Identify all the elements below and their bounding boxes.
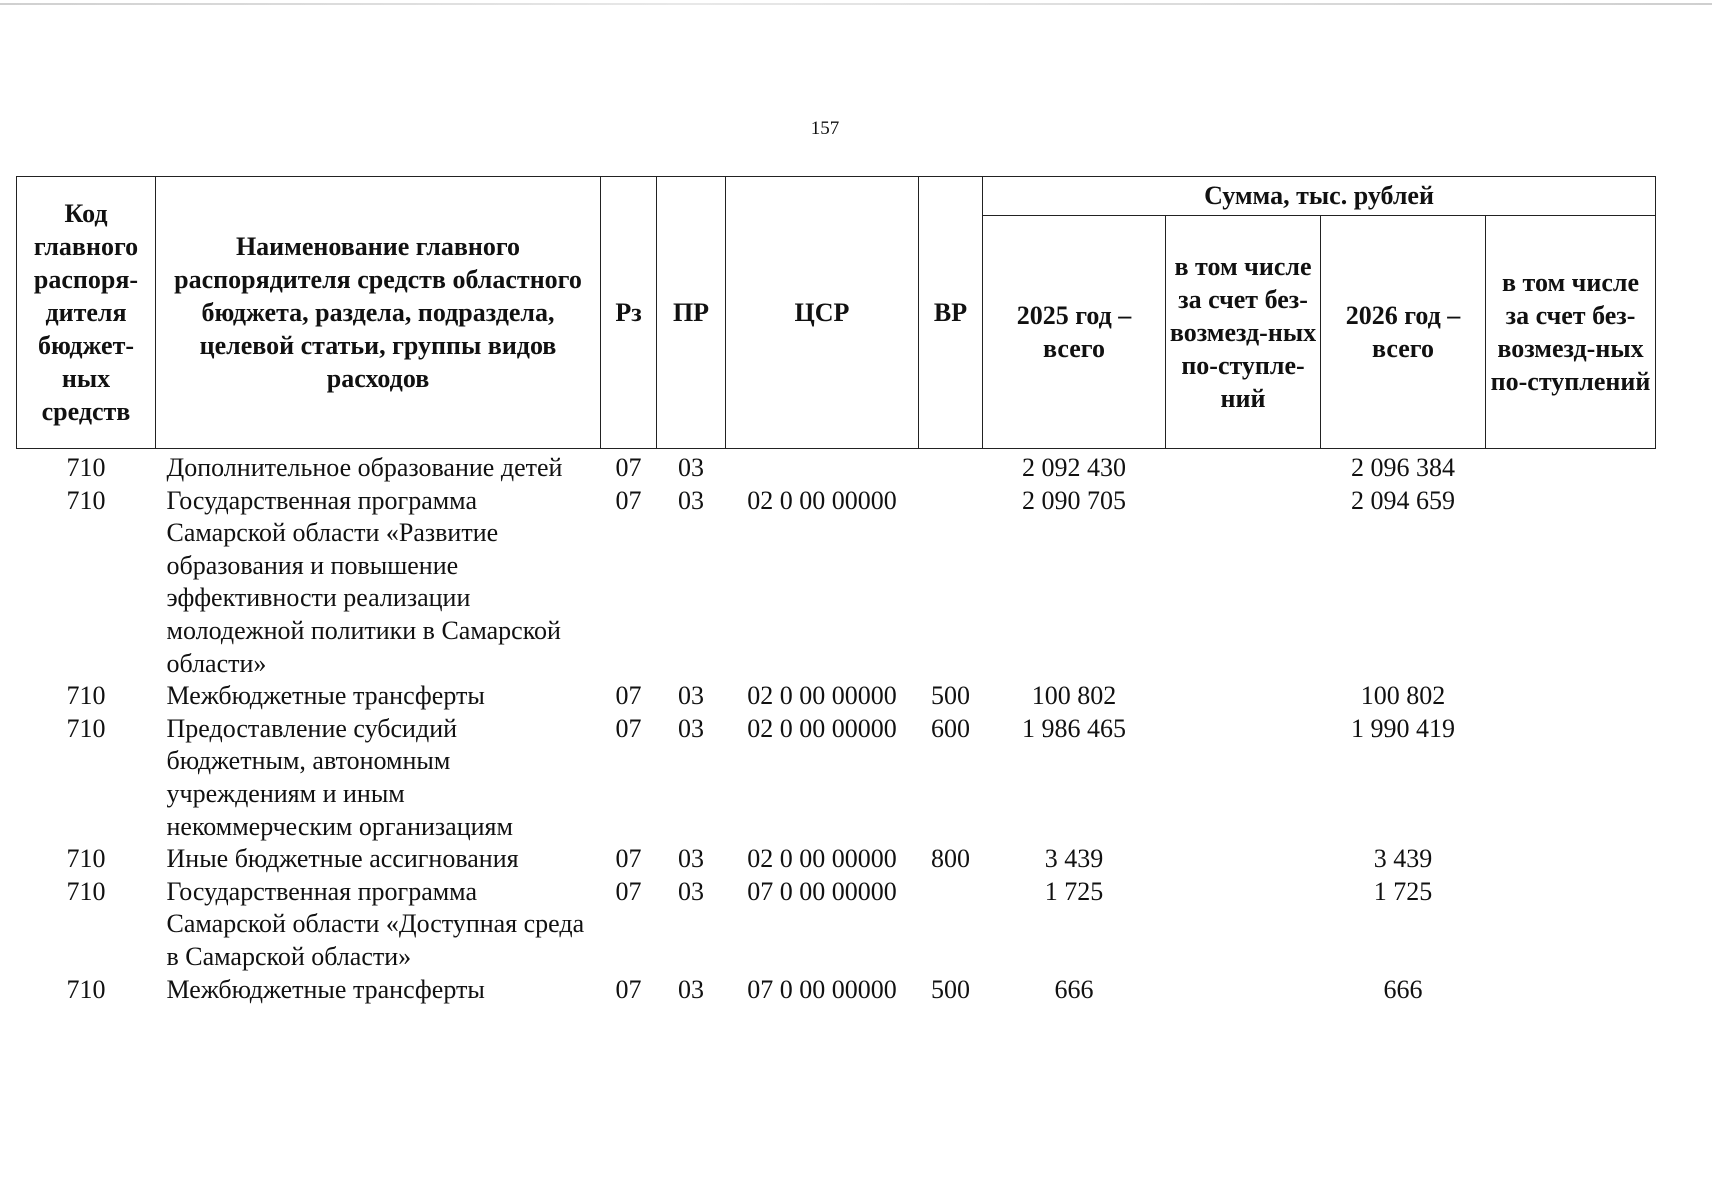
cell-name: Государственная программа Самарской области «Развитие образования и повышение эффективности реализации молодежной политики в Самарской области» xyxy=(166,485,561,678)
cell-vr xyxy=(919,485,983,681)
header-name: Наименование главного распорядителя средств областного бюджета, раздела, подраздела, целевой статьи, группы видов расходов xyxy=(156,177,601,449)
header-vr: ВР xyxy=(919,177,983,449)
header-code: Код главного распоря-дителя бюджет-ных средств xyxy=(17,177,156,449)
cell-pr: 03 xyxy=(678,713,704,743)
table-row xyxy=(17,876,1656,974)
cell-name: Дополнительное образование детей xyxy=(166,453,563,482)
cell-rz: 07 xyxy=(615,681,642,711)
cell-name: Иные бюджетные ассигнования xyxy=(166,844,519,874)
cell-pr: 03 xyxy=(678,485,704,515)
cell-pr: 03 xyxy=(678,844,704,874)
cell-sum-2025-grants xyxy=(1166,843,1321,876)
header-csr: ЦСР xyxy=(726,177,919,449)
cell-csr: 02 0 00 00000 xyxy=(747,485,897,515)
cell-name: Межбюджетные трансферты xyxy=(166,681,485,711)
cell-sum-2025-grants xyxy=(1166,713,1321,843)
cell-sum-2025-grants xyxy=(1166,974,1321,1007)
header-rz: Рз xyxy=(601,177,657,449)
cell-name: Государственная программа Самарской области «Доступная среда в Самарской области» xyxy=(166,876,585,971)
cell-pr: 03 xyxy=(678,876,704,906)
cell-csr: 07 0 00 00000 xyxy=(747,974,897,1004)
header-sum-2025-grants: в том числе за счет без-возмезд-ных по-ступле-ний xyxy=(1166,216,1321,449)
cell-sum-2026-grants xyxy=(1486,449,1656,485)
cell-sum-2025-total: 3 439 xyxy=(1044,844,1104,874)
cell-sum-2025-grants xyxy=(1166,449,1321,485)
cell-code: 710 xyxy=(66,453,106,482)
cell-sum-2026-grants xyxy=(1486,485,1656,681)
cell-csr: 02 0 00 00000 xyxy=(747,681,897,711)
cell-pr: 03 xyxy=(678,453,704,482)
cell-sum-2025-total: 666 xyxy=(1054,974,1094,1004)
table-row xyxy=(17,449,1656,485)
table-row xyxy=(17,974,1656,1007)
cell-name: Предоставление субсидий бюджетным, автономным учреждениям и иным некоммерческим организациям xyxy=(166,713,513,841)
cell-sum-2025-total: 2 090 705 xyxy=(1022,485,1126,515)
header-pr: ПР xyxy=(657,177,726,449)
cell-code: 710 xyxy=(66,681,106,711)
cell-sum-2025-total: 100 802 xyxy=(1031,681,1117,711)
cell-rz: 07 xyxy=(615,876,642,906)
cell-sum-2026-total: 100 802 xyxy=(1360,681,1446,711)
table-row xyxy=(17,843,1656,876)
table-row xyxy=(17,713,1656,843)
cell-vr: 500 xyxy=(931,974,970,1004)
cell-sum-2026-grants xyxy=(1486,974,1656,1007)
cell-code: 710 xyxy=(66,485,106,515)
cell-code: 710 xyxy=(66,713,106,743)
cell-sum-2026-total: 1 990 419 xyxy=(1351,713,1455,743)
cell-vr: 500 xyxy=(931,681,970,711)
table-header xyxy=(17,177,1656,449)
cell-name: Межбюджетные трансферты xyxy=(166,974,485,1004)
header-sum-2026-grants: в том числе за счет без-возмезд-ных по-ступлений xyxy=(1486,216,1656,449)
cell-csr xyxy=(726,449,919,485)
cell-sum-2025-total: 1 725 xyxy=(1044,876,1104,906)
page-number: 157 xyxy=(810,118,840,139)
cell-rz: 07 xyxy=(615,974,642,1004)
cell-code: 710 xyxy=(66,876,106,906)
cell-vr xyxy=(919,449,983,485)
cell-sum-2025-total: 1 986 465 xyxy=(1022,713,1126,743)
scan-edge xyxy=(0,3,1712,5)
table-body xyxy=(17,449,1656,1007)
cell-csr: 07 0 00 00000 xyxy=(747,876,897,906)
cell-vr xyxy=(919,876,983,974)
cell-rz: 07 xyxy=(615,453,642,482)
cell-sum-2026-total: 2 094 659 xyxy=(1351,485,1455,515)
budget-table xyxy=(16,176,1656,1006)
cell-sum-2025-total: 2 092 430 xyxy=(1022,453,1126,482)
cell-sum-2025-grants xyxy=(1166,485,1321,681)
cell-code: 710 xyxy=(66,844,106,874)
header-sum-group: Сумма, тыс. рублей xyxy=(983,177,1656,216)
cell-sum-2026-grants xyxy=(1486,876,1656,974)
table-row xyxy=(17,680,1656,713)
cell-sum-2026-grants xyxy=(1486,843,1656,876)
header-sum-2026-total: 2026 год – всего xyxy=(1321,216,1486,449)
cell-rz: 07 xyxy=(615,844,642,874)
cell-sum-2026-total: 2 096 384 xyxy=(1351,453,1455,482)
cell-rz: 07 xyxy=(615,485,642,515)
cell-csr: 02 0 00 00000 xyxy=(747,844,897,874)
cell-pr: 03 xyxy=(678,974,704,1004)
cell-rz: 07 xyxy=(615,713,642,743)
cell-sum-2026-grants xyxy=(1486,713,1656,843)
cell-code: 710 xyxy=(66,974,106,1004)
cell-vr: 800 xyxy=(931,844,970,874)
cell-sum-2026-total: 1 725 xyxy=(1373,876,1433,906)
cell-csr: 02 0 00 00000 xyxy=(747,713,897,743)
table-row xyxy=(17,485,1656,681)
cell-sum-2026-total: 3 439 xyxy=(1373,844,1433,874)
cell-sum-2026-total: 666 xyxy=(1383,974,1423,1004)
cell-vr: 600 xyxy=(931,713,970,743)
cell-sum-2025-grants xyxy=(1166,680,1321,713)
cell-pr: 03 xyxy=(678,681,704,711)
cell-sum-2025-grants xyxy=(1166,876,1321,974)
cell-sum-2026-grants xyxy=(1486,680,1656,713)
header-sum-2025-total: 2025 год – всего xyxy=(983,216,1166,449)
